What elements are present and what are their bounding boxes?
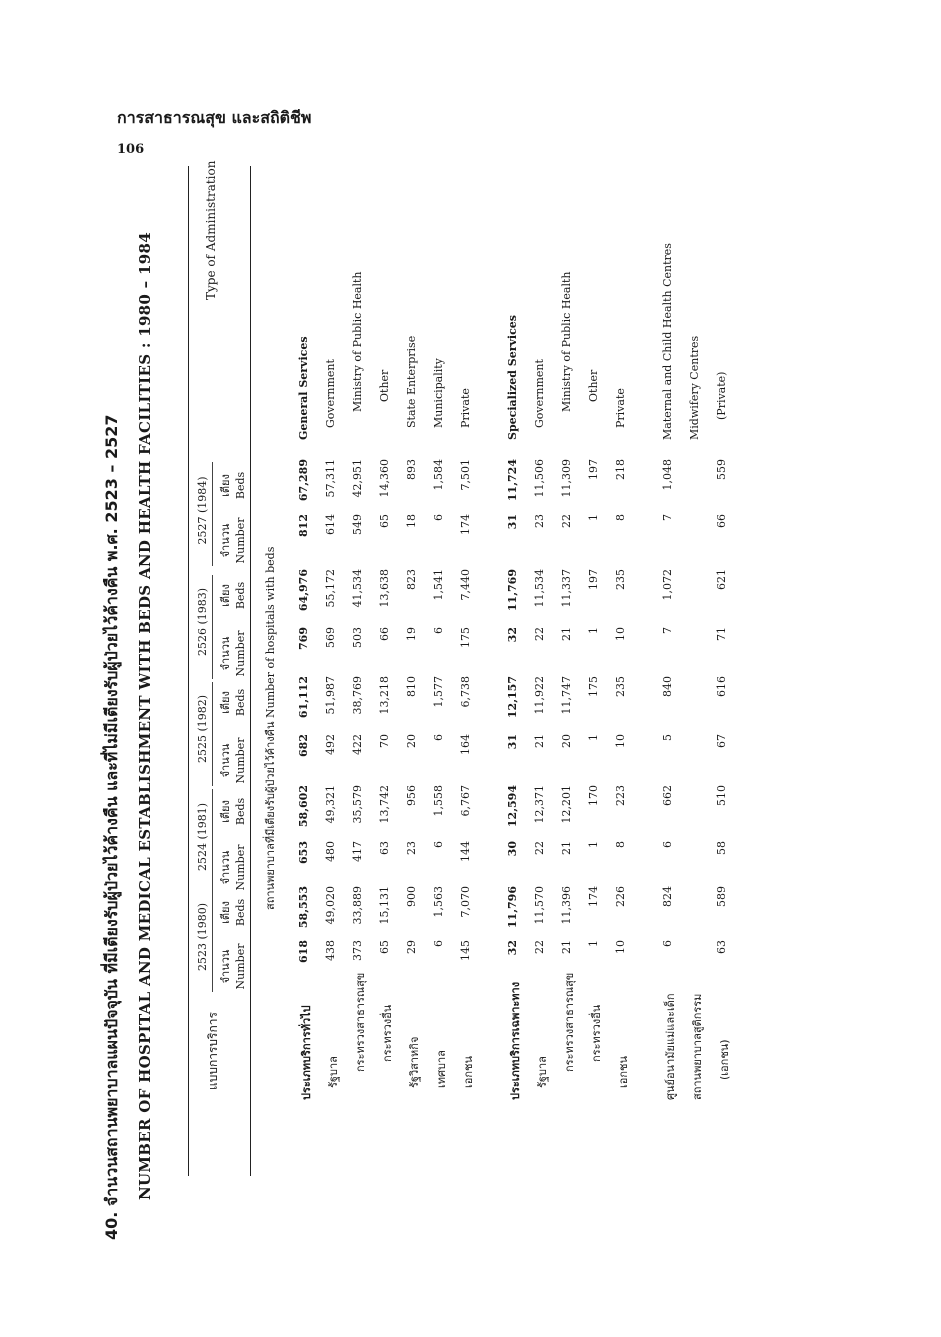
subheader-thai: เตียง bbox=[219, 800, 232, 823]
subheader-thai: จำนวน bbox=[219, 949, 232, 984]
row-label-english: Private bbox=[614, 388, 627, 428]
cell-number: 21 bbox=[560, 841, 573, 855]
row-label-thai: กระทรวงสาธารณสุข bbox=[354, 972, 367, 1072]
cell-number: 373 bbox=[351, 940, 364, 961]
year-header: 2525 (1982) bbox=[196, 694, 209, 764]
row-label-thai: เทศบาล bbox=[435, 1050, 448, 1088]
cell-number: 32 bbox=[506, 940, 519, 956]
cell-beds: 1,584 bbox=[432, 459, 445, 491]
cell-beds: 11,506 bbox=[533, 459, 546, 498]
cell-number: 145 bbox=[459, 940, 472, 961]
page-number: 106 bbox=[117, 142, 145, 157]
number-subheader bbox=[218, 513, 248, 568]
cell-number: 66 bbox=[378, 627, 391, 641]
cell-number: 174 bbox=[459, 514, 472, 535]
cell-beds: 197 bbox=[587, 459, 600, 480]
cell-number: 18 bbox=[405, 514, 418, 528]
row-label-english: Government bbox=[533, 359, 546, 428]
cell-beds: 823 bbox=[405, 569, 418, 590]
row-label-english: Specialized Services bbox=[506, 315, 519, 440]
subheader-thai: จำนวน bbox=[219, 523, 232, 558]
cell-beds: 64,976 bbox=[297, 569, 310, 612]
subheader-thai: เตียง bbox=[219, 584, 232, 607]
cell-beds: 11,769 bbox=[506, 569, 519, 612]
number-subheader bbox=[218, 840, 248, 895]
row-label-english: Other bbox=[587, 369, 600, 402]
row-label-english: State Enterprise bbox=[405, 335, 418, 428]
cell-number: 6 bbox=[661, 841, 674, 848]
cell-number: 812 bbox=[297, 514, 310, 537]
cell-beds: 893 bbox=[405, 459, 418, 480]
cell-number: 653 bbox=[297, 841, 310, 864]
cell-number: 1 bbox=[587, 841, 600, 848]
row-label-thai: เอกชน bbox=[617, 1055, 630, 1088]
cell-number: 10 bbox=[614, 627, 627, 641]
row-label-thai: รัฐบาล bbox=[327, 1056, 340, 1088]
subheader-thai: จำนวน bbox=[219, 743, 232, 778]
section-label: สถานพยาบาลที่มีเตียงรับผู้ป่วยไว้ค้างคืน Number of hospitals with beds bbox=[264, 546, 277, 910]
number-subheader bbox=[218, 733, 248, 788]
cell-number: 71 bbox=[715, 627, 728, 641]
cell-number: 22 bbox=[533, 841, 546, 855]
number-subheader bbox=[218, 939, 248, 994]
row-label-thai: ศูนย์อนามัยแม่และเด็ก bbox=[664, 993, 677, 1100]
cell-beds: 61,112 bbox=[297, 676, 310, 719]
subheader-english: Beds bbox=[234, 898, 247, 927]
cell-number: 31 bbox=[506, 514, 519, 530]
subheader-english: Number bbox=[234, 737, 247, 784]
cell-number: 492 bbox=[324, 734, 337, 755]
cell-beds: 6,738 bbox=[459, 676, 472, 708]
cell-beds: 13,742 bbox=[378, 785, 391, 824]
cell-beds: 49,020 bbox=[324, 886, 337, 925]
row-label-english: Municipality bbox=[432, 358, 445, 428]
cell-number: 8 bbox=[614, 841, 627, 848]
cell-number: 682 bbox=[297, 734, 310, 757]
cell-number: 21 bbox=[560, 627, 573, 641]
cell-beds: 1,072 bbox=[661, 569, 674, 601]
cell-beds: 1,541 bbox=[432, 569, 445, 601]
cell-number: 569 bbox=[324, 627, 337, 648]
cell-beds: 616 bbox=[715, 676, 728, 697]
cell-number: 10 bbox=[614, 940, 627, 954]
cell-number: 1 bbox=[587, 734, 600, 741]
number-subheader bbox=[218, 626, 248, 681]
cell-number: 614 bbox=[324, 514, 337, 535]
year-group-rule bbox=[212, 575, 213, 679]
cell-number: 480 bbox=[324, 841, 337, 862]
cell-number: 769 bbox=[297, 627, 310, 650]
row-label-thai: (เอกชน) bbox=[718, 1039, 731, 1080]
cell-beds: 235 bbox=[614, 569, 627, 590]
subheader-english: Number bbox=[234, 943, 247, 990]
cell-beds: 11,796 bbox=[506, 886, 519, 929]
beds-subheader bbox=[218, 568, 248, 623]
cell-number: 1 bbox=[587, 940, 600, 947]
cell-beds: 11,747 bbox=[560, 676, 573, 715]
cell-beds: 226 bbox=[614, 886, 627, 907]
cell-beds: 11,337 bbox=[560, 569, 573, 608]
cell-number: 6 bbox=[661, 940, 674, 947]
cell-beds: 49,321 bbox=[324, 785, 337, 824]
row-label-thai: ประเภทบริการเฉพาะทาง bbox=[509, 981, 522, 1100]
cell-beds: 510 bbox=[715, 785, 728, 806]
year-header: 2527 (1984) bbox=[196, 476, 209, 545]
cell-number: 8 bbox=[614, 514, 627, 521]
cell-beds: 12,201 bbox=[560, 785, 573, 824]
cell-beds: 11,396 bbox=[560, 886, 573, 925]
running-header: การสาธารณสุข และสถิติชีพ bbox=[117, 108, 312, 127]
row-label-english: (Private) bbox=[715, 371, 728, 420]
row-label-thai: รัฐวิสาหกิจ bbox=[408, 1036, 421, 1088]
cell-number: 175 bbox=[459, 627, 472, 648]
cell-beds: 840 bbox=[661, 676, 674, 697]
cell-beds: 6,767 bbox=[459, 785, 472, 817]
cell-number: 31 bbox=[506, 734, 519, 750]
subheader-english: Beds bbox=[234, 797, 247, 826]
cell-number: 20 bbox=[405, 734, 418, 748]
year-header: 2526 (1983) bbox=[196, 587, 209, 657]
cell-beds: 15,131 bbox=[378, 886, 391, 925]
cell-number: 6 bbox=[432, 841, 445, 848]
table-title-thai: 40. จำนวนสถานพยาบาลแผนปัจจุบัน ที่มีเตียงรับผู้ป่วยไว้ค้างคืน และที่ไม่มีเตียงรับผู้ป่วยไว้ค้างคืน พ.ศ. 2523 – 2527 bbox=[102, 414, 121, 1240]
cell-beds: 57,311 bbox=[324, 459, 337, 498]
subheader-english: Number bbox=[234, 517, 247, 564]
cell-beds: 41,534 bbox=[351, 569, 364, 608]
year-header: 2524 (1981) bbox=[196, 802, 209, 872]
cell-beds: 67,289 bbox=[297, 459, 310, 502]
row-label-thai: เอกชน bbox=[462, 1055, 475, 1088]
cell-beds: 12,594 bbox=[506, 785, 519, 828]
cell-number: 63 bbox=[715, 940, 728, 954]
subheader-english: Beds bbox=[234, 688, 247, 717]
cell-beds: 12,157 bbox=[506, 676, 519, 719]
cell-beds: 58,553 bbox=[297, 886, 310, 929]
cell-beds: 7,440 bbox=[459, 569, 472, 601]
cell-beds: 42,951 bbox=[351, 459, 364, 498]
cell-number: 6 bbox=[432, 514, 445, 521]
cell-beds: 13,218 bbox=[378, 676, 391, 715]
cell-number: 422 bbox=[351, 734, 364, 755]
cell-beds: 223 bbox=[614, 785, 627, 806]
cell-number: 549 bbox=[351, 514, 364, 535]
cell-number: 58 bbox=[715, 841, 728, 855]
cell-number: 618 bbox=[297, 940, 310, 963]
cell-number: 21 bbox=[533, 734, 546, 748]
subheader-thai: เตียง bbox=[219, 901, 232, 924]
cell-number: 22 bbox=[533, 940, 546, 954]
cell-beds: 235 bbox=[614, 676, 627, 697]
cell-number: 1 bbox=[587, 514, 600, 521]
cell-number: 5 bbox=[661, 734, 674, 741]
row-label-english: Private bbox=[459, 388, 472, 428]
row-label-english: General Services bbox=[297, 336, 310, 440]
subheader-english: Beds bbox=[234, 581, 247, 610]
beds-subheader bbox=[218, 675, 248, 730]
cell-beds: 1,563 bbox=[432, 886, 445, 918]
year-group-rule bbox=[212, 682, 213, 786]
cell-beds: 58,602 bbox=[297, 785, 310, 828]
cell-beds: 11,534 bbox=[533, 569, 546, 608]
cell-number: 1 bbox=[587, 627, 600, 634]
cell-beds: 589 bbox=[715, 886, 728, 907]
cell-number: 22 bbox=[560, 514, 573, 528]
rotated-table bbox=[100, 150, 760, 1240]
row-label-thai: ประเภทบริการทั่วไป bbox=[300, 1005, 313, 1100]
table-title-english: NUMBER OF HOSPITAL AND MEDICAL ESTABLISHMENT WITH BEDS AND HEALTH FACILITIES : 1980 – 1984 bbox=[136, 232, 154, 1200]
subheader-thai: เตียง bbox=[219, 691, 232, 714]
cell-beds: 7,070 bbox=[459, 886, 472, 918]
cell-beds: 197 bbox=[587, 569, 600, 590]
cell-number: 6 bbox=[432, 940, 445, 947]
cell-number: 438 bbox=[324, 940, 337, 961]
cell-beds: 956 bbox=[405, 785, 418, 806]
cell-number: 19 bbox=[405, 627, 418, 641]
cell-beds: 13,638 bbox=[378, 569, 391, 608]
beds-subheader bbox=[218, 784, 248, 839]
year-group-rule bbox=[212, 789, 213, 893]
subheader-english: Beds bbox=[234, 471, 247, 500]
row-label-thai: รัฐบาล bbox=[536, 1056, 549, 1088]
cell-beds: 810 bbox=[405, 676, 418, 697]
cell-beds: 175 bbox=[587, 676, 600, 697]
row-label-english: Other bbox=[378, 369, 391, 402]
cell-beds: 35,579 bbox=[351, 785, 364, 824]
row-label-thai: สถานพยาบาลสูติกรรม bbox=[691, 993, 704, 1100]
cell-beds: 621 bbox=[715, 569, 728, 590]
cell-beds: 11,570 bbox=[533, 886, 546, 925]
cell-number: 23 bbox=[533, 514, 546, 528]
cell-number: 22 bbox=[533, 627, 546, 641]
cell-beds: 51,987 bbox=[324, 676, 337, 715]
cell-number: 20 bbox=[560, 734, 573, 748]
cell-beds: 170 bbox=[587, 785, 600, 806]
cell-number: 63 bbox=[378, 841, 391, 855]
cell-number: 7 bbox=[661, 514, 674, 521]
cell-beds: 1,558 bbox=[432, 785, 445, 817]
row-label-english: Ministry of Public Health bbox=[560, 271, 573, 412]
top-rule bbox=[188, 166, 189, 1176]
cell-number: 29 bbox=[405, 940, 418, 954]
cell-number: 144 bbox=[459, 841, 472, 862]
row-label-english: Maternal and Child Health Centres bbox=[661, 243, 674, 440]
row-label-english: Government bbox=[324, 359, 337, 428]
cell-beds: 55,172 bbox=[324, 569, 337, 608]
cell-number: 503 bbox=[351, 627, 364, 648]
row-label-english: Ministry of Public Health bbox=[351, 271, 364, 412]
cell-number: 417 bbox=[351, 841, 364, 862]
row-label-english: Midwifery Centres bbox=[688, 335, 701, 440]
cell-number: 65 bbox=[378, 514, 391, 528]
cell-beds: 33,889 bbox=[351, 886, 364, 925]
beds-subheader bbox=[218, 458, 248, 513]
header-bottom-rule bbox=[250, 166, 251, 1176]
subheader-english: Number bbox=[234, 844, 247, 891]
subheader-english: Number bbox=[234, 630, 247, 677]
cell-number: 6 bbox=[432, 734, 445, 741]
cell-number: 66 bbox=[715, 514, 728, 528]
cell-number: 30 bbox=[506, 841, 519, 857]
cell-beds: 1,048 bbox=[661, 459, 674, 491]
cell-number: 32 bbox=[506, 627, 519, 643]
cell-number: 164 bbox=[459, 734, 472, 755]
cell-beds: 662 bbox=[661, 785, 674, 806]
cell-beds: 11,724 bbox=[506, 459, 519, 502]
year-header: 2523 (1980) bbox=[196, 902, 209, 972]
stub-heading-english: Type of Administration bbox=[204, 160, 218, 300]
year-group-rule bbox=[212, 462, 213, 566]
cell-beds: 14,360 bbox=[378, 459, 391, 498]
cell-beds: 11,922 bbox=[533, 676, 546, 715]
cell-number: 23 bbox=[405, 841, 418, 855]
row-label-thai: กระทรวงอื่น bbox=[590, 1004, 603, 1062]
row-label-thai: กระทรวงสาธารณสุข bbox=[563, 972, 576, 1072]
cell-beds: 12,371 bbox=[533, 785, 546, 824]
cell-number: 65 bbox=[378, 940, 391, 954]
row-label-thai: กระทรวงอื่น bbox=[381, 1004, 394, 1062]
cell-number: 6 bbox=[432, 627, 445, 634]
year-group-rule bbox=[212, 888, 213, 992]
cell-number: 21 bbox=[560, 940, 573, 954]
cell-number: 70 bbox=[378, 734, 391, 748]
subheader-thai: จำนวน bbox=[219, 636, 232, 671]
cell-beds: 218 bbox=[614, 459, 627, 480]
cell-number: 67 bbox=[715, 734, 728, 748]
cell-beds: 174 bbox=[587, 886, 600, 907]
subheader-thai: เตียง bbox=[219, 474, 232, 497]
cell-beds: 559 bbox=[715, 459, 728, 480]
cell-beds: 824 bbox=[661, 886, 674, 907]
cell-number: 10 bbox=[614, 734, 627, 748]
cell-beds: 1,577 bbox=[432, 676, 445, 708]
cell-beds: 38,769 bbox=[351, 676, 364, 715]
cell-beds: 11,309 bbox=[560, 459, 573, 498]
cell-beds: 7,501 bbox=[459, 459, 472, 491]
subheader-thai: จำนวน bbox=[219, 850, 232, 885]
cell-number: 7 bbox=[661, 627, 674, 634]
cell-beds: 900 bbox=[405, 886, 418, 907]
stub-heading-thai: แบบการบริการ bbox=[206, 1012, 220, 1090]
